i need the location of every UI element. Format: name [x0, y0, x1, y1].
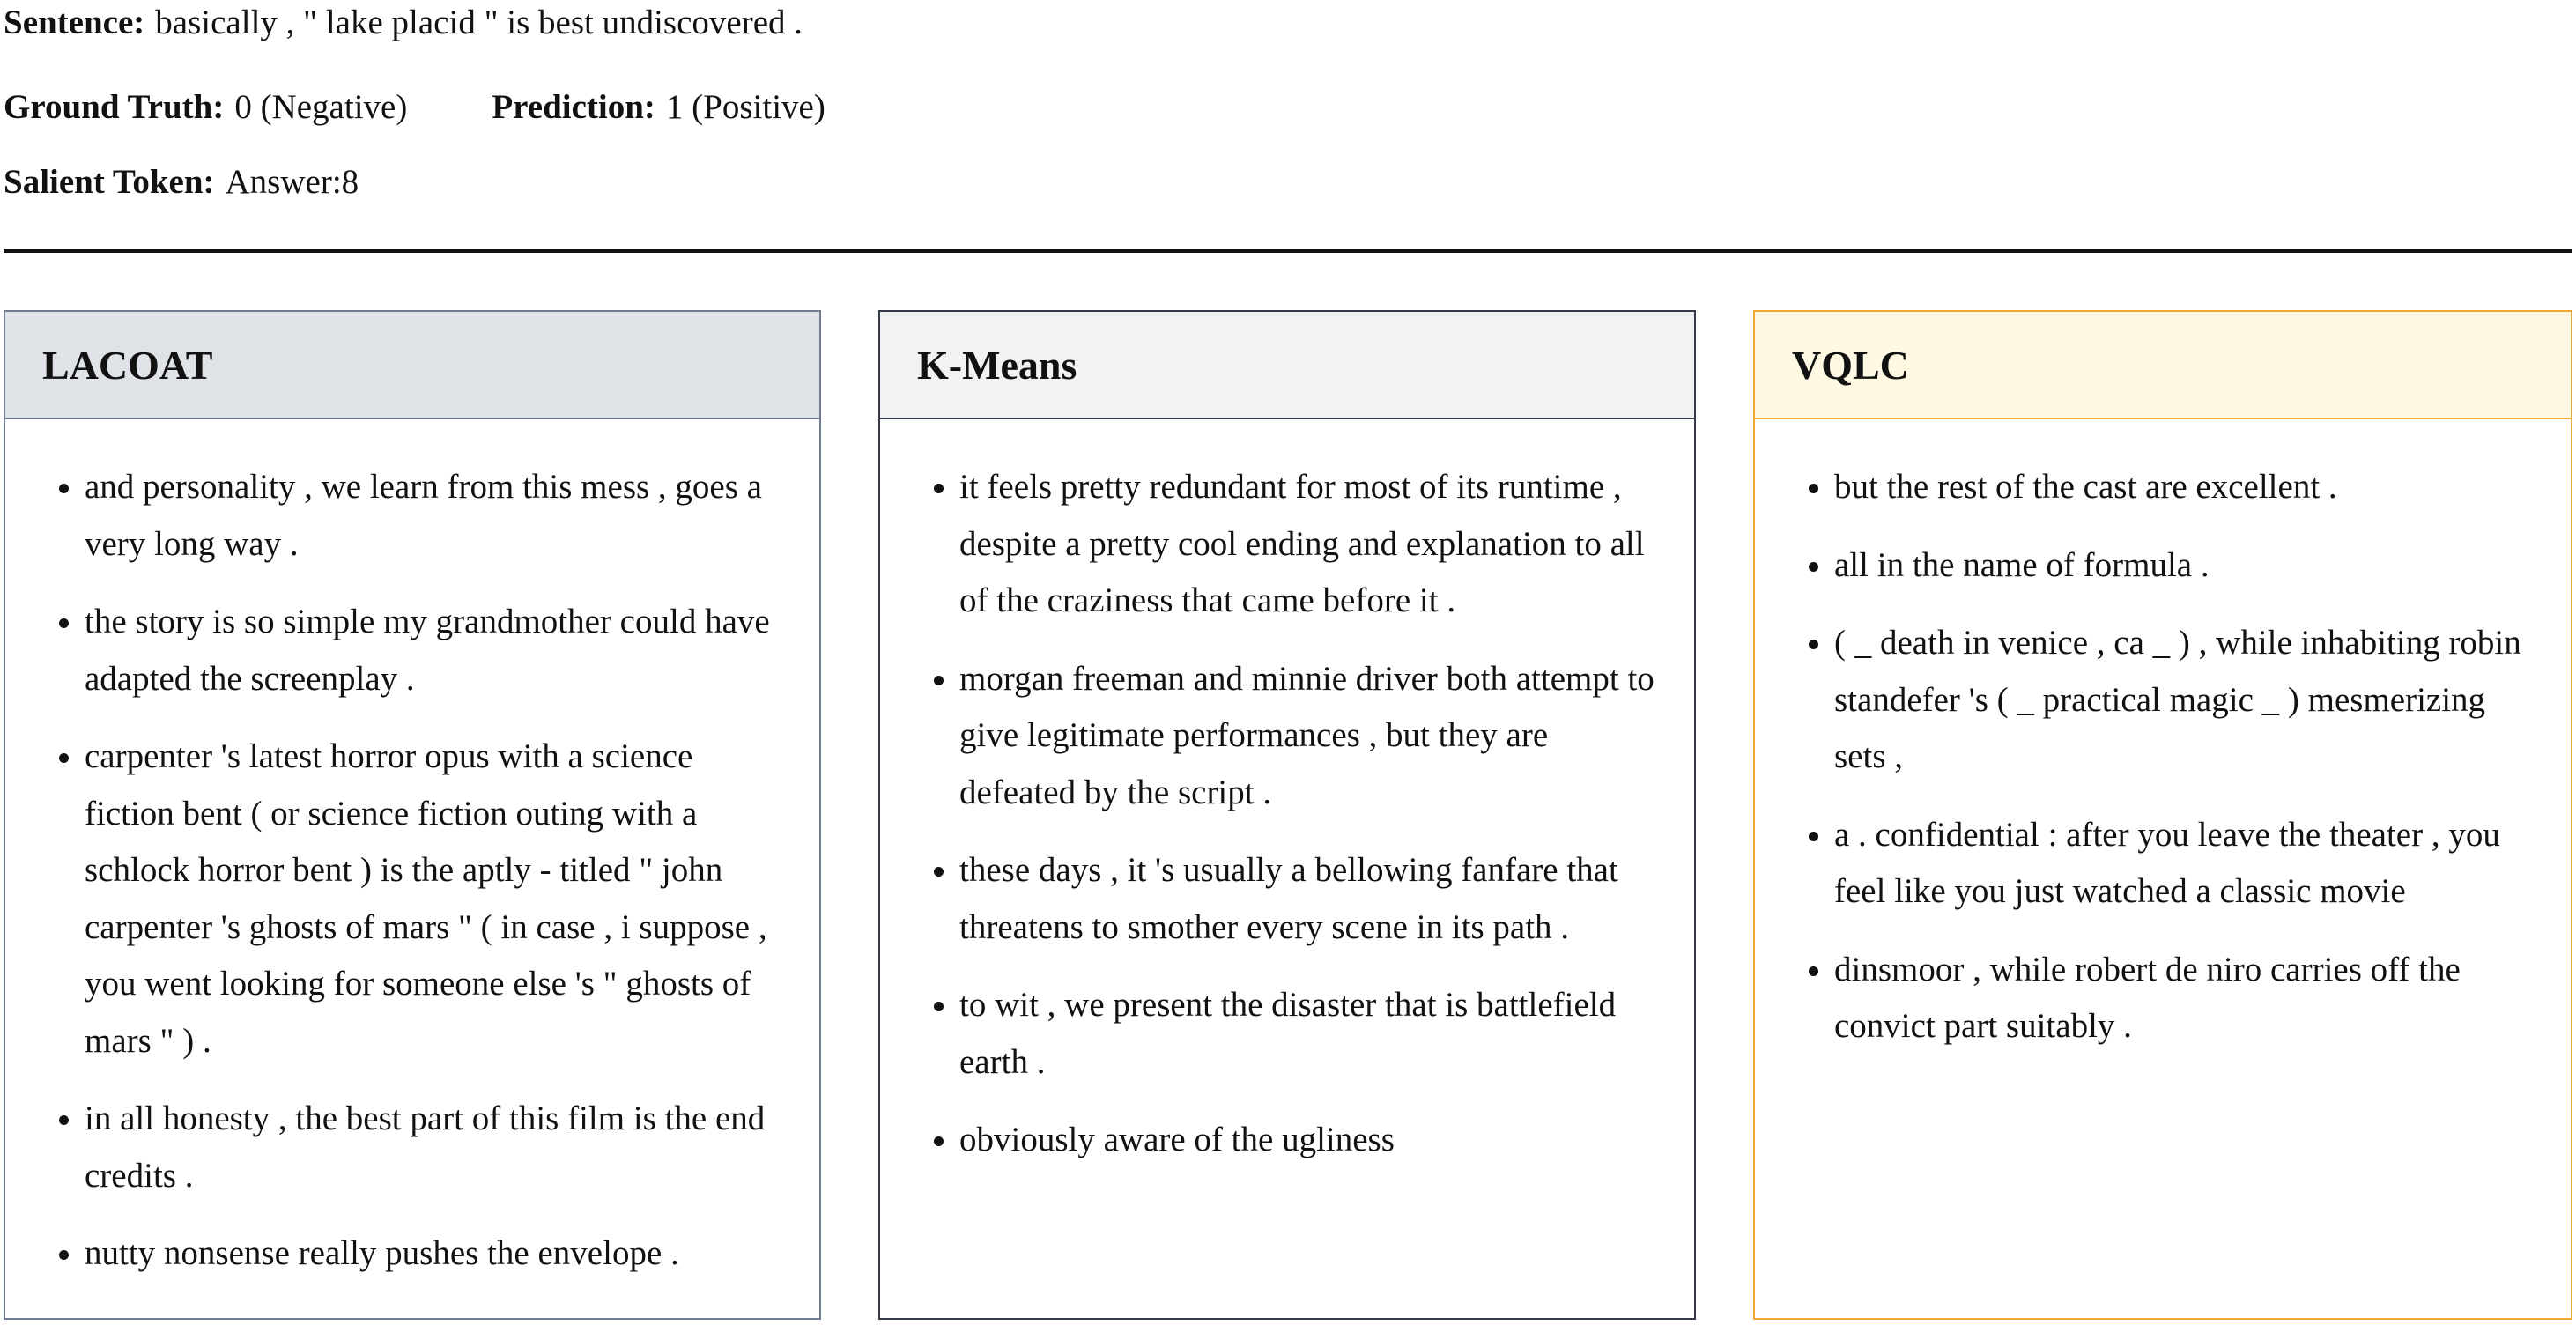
prediction-value: 1 (Positive): [665, 88, 825, 126]
list-item: • to wit , we present the disaster that is battlefield earth .: [959, 977, 1659, 1091]
labels-line: [4, 86, 825, 129]
sentence-text: basically , " lake placid " is best undiscovered .: [155, 4, 803, 41]
ground-truth-group: [4, 88, 407, 126]
salient-token-label: Salient Token:: [4, 163, 215, 201]
list-item: • but the rest of the cast are excellent .: [1834, 459, 2535, 516]
list-item: • it feels pretty redundant for most of its runtime , despite a pretty cool ending and explanation to all of the craziness that came before it .: [959, 459, 1659, 630]
list-item: • morgan freeman and minnie driver both attempt to give legitimate performances , but they are defeated by the script .: [959, 651, 1659, 822]
panel-lacoat-list: [5, 419, 819, 1283]
panel-lacoat: [4, 310, 821, 1320]
list-item: • all in the name of formula .: [1834, 537, 2535, 595]
list-item: • and personality , we learn from this mess , goes a very long way .: [85, 459, 784, 573]
panel-vqlc-list: [1755, 419, 2571, 1055]
list-item: • in all honesty , the best part of this film is the end credits .: [85, 1091, 784, 1204]
section-divider: [4, 249, 2572, 253]
list-item: • a . confidential : after you leave the theater , you feel like you just watched a classic movie: [1834, 807, 2535, 921]
sentence-label: Sentence:: [4, 4, 145, 41]
sentence-line: [4, 2, 803, 44]
list-item: • carpenter 's latest horror opus with a science fiction bent ( or science fiction outing with a schlock horror bent ) is the aptly - titled " john carpenter 's ghosts of mars " ( in case , i suppose , you went looking for someone else 's " ghosts of mars " ) .: [85, 729, 784, 1070]
list-item: • ( _ death in venice , ca _ ) , while inhabiting robin standefer 's ( _ practical magic _ ) mesmerizing sets ,: [1834, 615, 2535, 786]
panel-kmeans: [878, 310, 1696, 1320]
list-item: • dinsmoor , while robert de niro carries off the convict part suitably .: [1834, 942, 2535, 1055]
panel-lacoat-title: LACOAT: [5, 312, 819, 419]
prediction-group: [492, 88, 825, 126]
salient-token-line: [4, 161, 359, 204]
salient-token-value: Answer:8: [225, 163, 359, 201]
panel-vqlc-title: VQLC: [1755, 312, 2571, 419]
panel-vqlc: [1753, 310, 2572, 1320]
list-item: • obviously aware of the ugliness: [959, 1112, 1659, 1169]
ground-truth-label: Ground Truth:: [4, 88, 225, 126]
list-item: • the story is so simple my grandmother could have adapted the screenplay .: [85, 594, 784, 707]
list-item: • nutty nonsense really pushes the envelope .: [85, 1225, 784, 1283]
list-item: • these days , it 's usually a bellowing fanfare that threatens to smother every scene in its path .: [959, 842, 1659, 956]
panel-kmeans-title: K-Means: [880, 312, 1694, 419]
prediction-label: Prediction:: [492, 88, 655, 126]
panel-kmeans-list: [880, 419, 1694, 1169]
ground-truth-value: 0 (Negative): [234, 88, 408, 126]
